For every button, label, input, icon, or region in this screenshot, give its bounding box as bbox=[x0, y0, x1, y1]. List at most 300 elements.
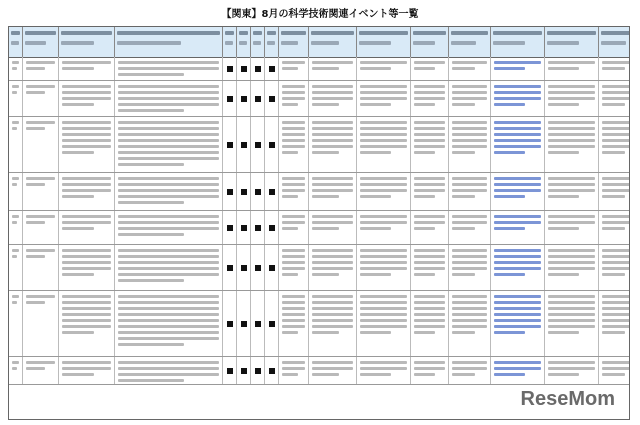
table-cell bbox=[449, 81, 491, 116]
table-cell bbox=[411, 57, 449, 80]
text-line bbox=[602, 183, 630, 186]
text-line bbox=[118, 373, 219, 376]
text-line bbox=[602, 295, 630, 298]
check-mark-icon bbox=[241, 368, 247, 374]
text-line bbox=[26, 221, 45, 224]
text-line bbox=[494, 373, 525, 376]
text-line bbox=[312, 145, 353, 148]
text-line bbox=[360, 133, 407, 136]
text-line bbox=[452, 373, 475, 376]
text-line bbox=[360, 177, 407, 180]
text-line bbox=[62, 133, 111, 136]
text-line bbox=[414, 121, 445, 124]
text-line bbox=[494, 255, 541, 258]
text-line bbox=[494, 121, 541, 124]
check-mark-icon bbox=[255, 96, 261, 102]
table-cell bbox=[251, 57, 265, 80]
text-line bbox=[118, 361, 219, 364]
check-mark-icon bbox=[241, 189, 247, 195]
text-line bbox=[494, 221, 541, 224]
text-line bbox=[602, 331, 625, 334]
text-line bbox=[494, 103, 525, 106]
table-cell bbox=[357, 357, 411, 384]
check-mark-icon bbox=[241, 321, 247, 327]
text-line bbox=[62, 261, 111, 264]
text-line bbox=[360, 195, 391, 198]
text-line bbox=[312, 319, 353, 322]
text-line bbox=[118, 103, 219, 106]
text-line bbox=[62, 267, 111, 270]
text-line bbox=[494, 307, 541, 310]
text-line bbox=[414, 361, 445, 364]
text-line bbox=[62, 183, 111, 186]
table-cell bbox=[357, 173, 411, 210]
table-cell bbox=[599, 291, 630, 356]
text-line bbox=[62, 189, 111, 192]
text-line bbox=[548, 67, 579, 70]
table-cell bbox=[237, 357, 251, 384]
text-line bbox=[414, 221, 445, 224]
text-line bbox=[548, 195, 579, 198]
text-line bbox=[118, 133, 219, 136]
table-cell bbox=[9, 117, 23, 172]
text-line bbox=[26, 177, 55, 180]
text-line bbox=[118, 325, 219, 328]
text-line bbox=[282, 97, 305, 100]
table-cell bbox=[23, 81, 59, 116]
text-line bbox=[602, 189, 630, 192]
text-line bbox=[118, 313, 219, 316]
text-line bbox=[118, 273, 219, 276]
text-line bbox=[360, 85, 407, 88]
text-line bbox=[312, 97, 353, 100]
check-mark-icon bbox=[269, 265, 275, 271]
text-line bbox=[414, 183, 445, 186]
table-cell bbox=[411, 81, 449, 116]
text-line bbox=[26, 361, 55, 364]
text-line bbox=[602, 273, 625, 276]
page-header bbox=[0, 0, 640, 24]
text-line bbox=[360, 221, 407, 224]
check-mark-icon bbox=[255, 225, 261, 231]
text-line bbox=[282, 295, 305, 298]
text-line bbox=[312, 85, 353, 88]
text-line bbox=[282, 103, 298, 106]
table-cell bbox=[115, 81, 223, 116]
table-cell bbox=[491, 173, 545, 210]
table-cell bbox=[59, 357, 115, 384]
text-line bbox=[414, 319, 445, 322]
table-cell bbox=[491, 117, 545, 172]
text-line bbox=[548, 313, 595, 316]
text-line bbox=[312, 267, 353, 270]
header-cell bbox=[9, 27, 23, 57]
text-line bbox=[360, 97, 407, 100]
text-line bbox=[12, 367, 17, 370]
header-cell bbox=[491, 27, 545, 57]
table-cell bbox=[599, 57, 630, 80]
text-line bbox=[26, 183, 45, 186]
table-cell bbox=[251, 245, 265, 290]
table-cell bbox=[59, 291, 115, 356]
text-line bbox=[414, 325, 445, 328]
table-cell bbox=[411, 357, 449, 384]
text-line bbox=[602, 227, 625, 230]
text-line bbox=[452, 103, 475, 106]
table-cell bbox=[115, 117, 223, 172]
text-line bbox=[282, 261, 305, 264]
text-line bbox=[62, 273, 94, 276]
text-line bbox=[312, 61, 353, 64]
table-cell bbox=[23, 291, 59, 356]
table-row bbox=[9, 245, 629, 291]
table-cell bbox=[115, 245, 223, 290]
text-line bbox=[282, 195, 298, 198]
text-line bbox=[62, 361, 111, 364]
text-line bbox=[282, 325, 305, 328]
text-line bbox=[548, 189, 595, 192]
text-line bbox=[282, 121, 305, 124]
table-cell bbox=[265, 57, 279, 80]
text-line bbox=[62, 67, 94, 70]
table-cell bbox=[265, 291, 279, 356]
text-line bbox=[414, 85, 445, 88]
text-line bbox=[62, 127, 111, 130]
text-line bbox=[62, 221, 111, 224]
text-line bbox=[452, 367, 487, 370]
header-cell bbox=[357, 27, 411, 57]
text-line bbox=[548, 177, 595, 180]
text-line bbox=[548, 325, 595, 328]
text-line bbox=[118, 379, 184, 382]
text-line bbox=[118, 295, 219, 298]
table-cell bbox=[237, 81, 251, 116]
text-line bbox=[602, 177, 630, 180]
text-line bbox=[282, 61, 305, 64]
check-mark-icon bbox=[227, 142, 233, 148]
text-line bbox=[118, 151, 219, 154]
table-cell bbox=[545, 173, 599, 210]
table-cell bbox=[279, 245, 309, 290]
text-line bbox=[282, 301, 305, 304]
table-cell bbox=[449, 357, 491, 384]
table-cell bbox=[449, 173, 491, 210]
text-line bbox=[62, 121, 111, 124]
text-line bbox=[26, 249, 55, 252]
table-cell bbox=[309, 57, 357, 80]
text-line bbox=[452, 261, 487, 264]
header-cell bbox=[251, 27, 265, 57]
table-cell bbox=[23, 357, 59, 384]
table-cell bbox=[491, 57, 545, 80]
text-line bbox=[360, 189, 407, 192]
text-line bbox=[494, 61, 541, 64]
text-line bbox=[62, 319, 111, 322]
text-line bbox=[602, 85, 630, 88]
table-cell bbox=[545, 81, 599, 116]
text-line bbox=[494, 195, 525, 198]
table-cell bbox=[23, 173, 59, 210]
table-cell bbox=[411, 173, 449, 210]
text-line bbox=[452, 325, 487, 328]
table-cell bbox=[279, 57, 309, 80]
text-line bbox=[12, 215, 19, 218]
table-cell bbox=[115, 173, 223, 210]
table-cell bbox=[265, 211, 279, 244]
text-line bbox=[452, 189, 487, 192]
text-line bbox=[62, 215, 111, 218]
text-line bbox=[452, 151, 475, 154]
text-line bbox=[62, 227, 94, 230]
check-mark-icon bbox=[255, 265, 261, 271]
text-line bbox=[12, 221, 17, 224]
text-line bbox=[360, 103, 391, 106]
text-line bbox=[282, 331, 298, 334]
text-line bbox=[548, 301, 595, 304]
text-line bbox=[360, 215, 407, 218]
check-mark-icon bbox=[269, 66, 275, 72]
text-line bbox=[452, 139, 487, 142]
text-line bbox=[312, 307, 353, 310]
table-cell bbox=[449, 57, 491, 80]
text-line bbox=[494, 133, 541, 136]
text-line bbox=[452, 267, 487, 270]
table-cell bbox=[115, 357, 223, 384]
text-line bbox=[360, 61, 407, 64]
check-mark-icon bbox=[269, 225, 275, 231]
text-line bbox=[548, 145, 595, 148]
text-line bbox=[602, 367, 630, 370]
table-cell bbox=[59, 245, 115, 290]
table-cell bbox=[545, 291, 599, 356]
text-line bbox=[282, 189, 305, 192]
text-line bbox=[118, 177, 219, 180]
text-line bbox=[414, 215, 445, 218]
text-line bbox=[602, 67, 625, 70]
text-line bbox=[312, 249, 353, 252]
text-line bbox=[414, 373, 435, 376]
table-cell bbox=[9, 357, 23, 384]
text-line bbox=[452, 127, 487, 130]
text-line bbox=[118, 221, 219, 224]
table-cell bbox=[449, 291, 491, 356]
table-cell bbox=[265, 245, 279, 290]
text-line bbox=[12, 361, 19, 364]
text-line bbox=[282, 151, 298, 154]
table-cell bbox=[599, 81, 630, 116]
check-mark-icon bbox=[241, 66, 247, 72]
table-cell bbox=[9, 57, 23, 80]
text-line bbox=[360, 139, 407, 142]
text-line bbox=[452, 215, 487, 218]
text-line bbox=[360, 331, 391, 334]
text-line bbox=[62, 313, 111, 316]
text-line bbox=[414, 227, 435, 230]
text-line bbox=[62, 139, 111, 142]
text-line bbox=[602, 261, 630, 264]
text-line bbox=[452, 227, 475, 230]
table-cell bbox=[237, 211, 251, 244]
text-line bbox=[118, 121, 219, 124]
text-line bbox=[548, 103, 579, 106]
text-line bbox=[118, 109, 184, 112]
check-mark-icon bbox=[227, 66, 233, 72]
table-cell bbox=[309, 211, 357, 244]
header-cell bbox=[59, 27, 115, 57]
table-cell bbox=[449, 211, 491, 244]
text-line bbox=[494, 139, 541, 142]
table-cell bbox=[9, 81, 23, 116]
text-line bbox=[414, 145, 445, 148]
text-line bbox=[360, 273, 391, 276]
text-line bbox=[118, 255, 219, 258]
text-line bbox=[414, 367, 445, 370]
table-cell bbox=[223, 57, 237, 80]
table-cell bbox=[265, 173, 279, 210]
text-line bbox=[360, 319, 407, 322]
text-line bbox=[312, 127, 353, 130]
text-line bbox=[360, 313, 407, 316]
text-line bbox=[62, 307, 111, 310]
header-cell bbox=[411, 27, 449, 57]
check-mark-icon bbox=[255, 321, 261, 327]
text-line bbox=[118, 367, 219, 370]
text-line bbox=[312, 273, 339, 276]
table-cell bbox=[411, 211, 449, 244]
text-line bbox=[282, 227, 298, 230]
check-mark-icon bbox=[241, 142, 247, 148]
table-cell bbox=[223, 173, 237, 210]
table-cell bbox=[309, 291, 357, 356]
text-line bbox=[282, 215, 305, 218]
text-line bbox=[494, 189, 541, 192]
text-line bbox=[602, 255, 630, 258]
table-cell bbox=[251, 81, 265, 116]
table-cell bbox=[59, 81, 115, 116]
text-line bbox=[452, 249, 487, 252]
text-line bbox=[12, 127, 17, 130]
text-line bbox=[494, 301, 541, 304]
text-line bbox=[12, 249, 19, 252]
table-cell bbox=[309, 117, 357, 172]
text-line bbox=[452, 221, 487, 224]
table-header bbox=[9, 27, 629, 58]
text-line bbox=[12, 85, 19, 88]
text-line bbox=[312, 301, 353, 304]
text-line bbox=[360, 67, 391, 70]
table-cell bbox=[545, 211, 599, 244]
table-cell bbox=[411, 245, 449, 290]
text-line bbox=[360, 255, 407, 258]
text-line bbox=[602, 145, 630, 148]
text-line bbox=[548, 133, 595, 136]
text-line bbox=[118, 61, 219, 64]
text-line bbox=[548, 85, 595, 88]
text-line bbox=[26, 85, 55, 88]
header-cell bbox=[279, 27, 309, 57]
text-line bbox=[602, 307, 630, 310]
text-line bbox=[360, 261, 407, 264]
text-line bbox=[548, 267, 595, 270]
header-cell bbox=[545, 27, 599, 57]
text-line bbox=[118, 189, 219, 192]
text-line bbox=[282, 145, 305, 148]
text-line bbox=[118, 307, 219, 310]
text-line bbox=[452, 307, 487, 310]
text-line bbox=[312, 313, 353, 316]
table-cell bbox=[411, 291, 449, 356]
text-line bbox=[602, 301, 630, 304]
table-cell bbox=[115, 57, 223, 80]
text-line bbox=[494, 331, 525, 334]
table-cell bbox=[357, 245, 411, 290]
text-line bbox=[602, 313, 630, 316]
text-line bbox=[282, 373, 298, 376]
text-line bbox=[414, 261, 445, 264]
text-line bbox=[548, 127, 595, 130]
text-line bbox=[548, 255, 595, 258]
text-line bbox=[548, 121, 595, 124]
table-cell bbox=[599, 117, 630, 172]
text-line bbox=[12, 295, 19, 298]
text-line bbox=[602, 221, 630, 224]
text-line bbox=[118, 215, 219, 218]
text-line bbox=[414, 295, 445, 298]
text-line bbox=[118, 85, 219, 88]
text-line bbox=[494, 267, 541, 270]
text-line bbox=[602, 97, 630, 100]
text-line bbox=[602, 373, 625, 376]
table-row bbox=[9, 357, 629, 385]
text-line bbox=[548, 307, 595, 310]
text-line bbox=[312, 331, 339, 334]
text-line bbox=[118, 91, 219, 94]
table-cell bbox=[279, 117, 309, 172]
text-line bbox=[312, 367, 353, 370]
text-line bbox=[494, 85, 541, 88]
table-cell bbox=[223, 211, 237, 244]
table-cell bbox=[599, 245, 630, 290]
text-line bbox=[414, 139, 445, 142]
text-line bbox=[12, 67, 17, 70]
table-row bbox=[9, 81, 629, 117]
text-line bbox=[282, 273, 298, 276]
text-line bbox=[494, 367, 541, 370]
check-mark-icon bbox=[227, 368, 233, 374]
header-cell bbox=[223, 27, 237, 57]
text-line bbox=[452, 177, 487, 180]
text-line bbox=[602, 103, 625, 106]
text-line bbox=[26, 67, 45, 70]
text-line bbox=[118, 97, 219, 100]
text-line bbox=[118, 195, 219, 198]
text-line bbox=[118, 201, 184, 204]
check-mark-icon bbox=[269, 368, 275, 374]
text-line bbox=[312, 139, 353, 142]
text-line bbox=[360, 325, 407, 328]
text-line bbox=[312, 373, 339, 376]
text-line bbox=[452, 121, 487, 124]
text-line bbox=[602, 139, 630, 142]
text-line bbox=[602, 61, 630, 64]
text-line bbox=[312, 133, 353, 136]
table-cell bbox=[223, 245, 237, 290]
text-line bbox=[548, 261, 595, 264]
table-cell bbox=[9, 173, 23, 210]
text-line bbox=[548, 273, 579, 276]
text-line bbox=[548, 373, 579, 376]
table-cell bbox=[237, 57, 251, 80]
